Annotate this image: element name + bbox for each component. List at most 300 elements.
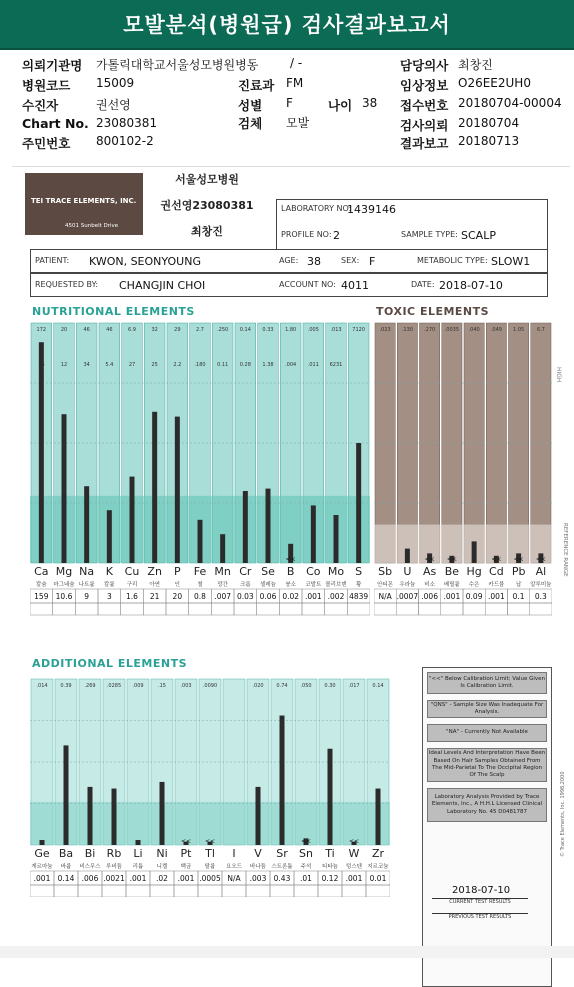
logo-address: 4501 Sunbelt Drive (65, 223, 119, 229)
profile-value: 2 (333, 229, 340, 242)
toxic-korean-name: 납 (515, 582, 522, 588)
lab-info-box (276, 199, 548, 255)
additional-previous-cell (270, 885, 294, 897)
nutritional-symbol: K (105, 565, 113, 578)
nutritional-previous-cell (234, 603, 257, 615)
nutritional-top-value: 7120 (352, 327, 366, 333)
additional-previous-cell (78, 885, 102, 897)
toxic-below-limit-mark: << (535, 556, 546, 563)
chart-value: 23080381 (96, 116, 158, 130)
nutritional-previous-cell (98, 603, 121, 615)
nutritional-result-value: 159 (34, 592, 49, 601)
legend-na: "NA" - Currently Not Available (427, 724, 547, 742)
toxic-korean-name: 카드뮴 (488, 582, 505, 588)
date-value: 2018-07-10 (439, 279, 503, 292)
nutritional-korean-name: 칼슘 (36, 582, 47, 588)
dept-label: 진료과 (238, 78, 275, 93)
additional-bar-zr (376, 789, 381, 845)
additional-bar-ba (64, 745, 69, 845)
page-footer-strip (0, 946, 574, 958)
additional-top-value: .020 (252, 683, 264, 689)
nutritional-symbol: Zn (147, 565, 162, 578)
specimen-value: 모발 (286, 116, 310, 130)
trace-elements-logo (25, 173, 143, 235)
nutritional-symbol: Mn (214, 565, 231, 578)
additional-korean-name: 백금 (180, 864, 192, 870)
doctor-value: 최창진 (458, 58, 493, 72)
toxic-result-value: .0007 (396, 592, 419, 601)
additional-top-value: .15 (158, 683, 166, 689)
current-results-label: CURRENT TEST RESULTS (432, 898, 528, 905)
additional-symbol: Rb (106, 847, 122, 860)
profile-label: PROFILE NO: (281, 230, 332, 239)
current-date: 2018-07-10 (452, 885, 511, 896)
additional-top-value: .0285 (106, 683, 122, 689)
additional-below-limit-mark: << (348, 838, 360, 845)
toxic-result-value: .006 (421, 592, 438, 601)
additional-top-value: .269 (84, 683, 96, 689)
toxic-reference-band (374, 525, 552, 563)
metabolic-label: METABOLIC TYPE: (417, 256, 488, 265)
sex-label: 성별 (238, 98, 263, 113)
nutritional-symbol: B (286, 565, 295, 578)
age-value: 38 (362, 96, 378, 110)
additional-result-value: .001 (33, 874, 51, 883)
toxic-symbol: Be (444, 565, 460, 578)
toxic-previous-cell (463, 603, 485, 615)
toxic-top-value: .270 (424, 327, 436, 333)
toxic-previous-cell (396, 603, 418, 615)
nutritional-top-value: .013 (330, 327, 342, 333)
nutritional-result-value: .001 (304, 592, 322, 601)
additional-chart (30, 669, 390, 897)
nutritional-korean-name: 셀레늄 (260, 582, 276, 588)
nutritional-previous-cell (30, 603, 53, 615)
toxic-symbol: Pb (511, 565, 526, 578)
account-label: ACCOUNT NO: (279, 280, 336, 289)
toxic-result-value: 0.09 (465, 592, 483, 601)
additional-symbol: Ge (34, 847, 50, 860)
additional-korean-name: 바륨 (60, 864, 72, 870)
additional-symbol: Li (133, 847, 143, 860)
additional-result-value: 0.01 (369, 874, 387, 883)
requested-row (30, 273, 548, 297)
additional-result-value: 0.43 (273, 874, 291, 883)
toxic-chart (374, 319, 552, 617)
nutritional-previous-cell (166, 603, 189, 615)
age-value-en: 38 (307, 255, 321, 268)
legend-below-limit: "<<" Below Calibration Limit; Value Given Is Calibration Limit. (427, 672, 547, 694)
nutritional-result-value: 0.06 (259, 592, 277, 601)
legend-lab-info: Laboratory Analysis Provided by Trace Elements, Inc., A H.H.L Licensed Clinical Laboratory No. 45 D0481787 (427, 788, 547, 822)
toxic-result-value: 0.3 (534, 592, 547, 601)
nutritional-korean-name: 망간 (217, 582, 228, 588)
nutritional-scale-value: 2.2 (173, 362, 182, 369)
nutritional-top-value: 32 (151, 327, 158, 333)
additional-previous-cell (222, 885, 246, 897)
additional-bar-v (256, 787, 261, 845)
additional-previous-cell (342, 885, 366, 897)
nutritional-bar-se (266, 489, 271, 563)
additional-symbol: Ni (156, 847, 168, 860)
nutritional-korean-name: 나트륨 (78, 582, 95, 588)
additional-symbol: Tl (205, 847, 215, 860)
additional-previous-cell (54, 885, 78, 897)
sex-label-en: SEX: (341, 256, 360, 265)
additional-result-value: 0.14 (57, 874, 75, 883)
nutritional-top-value: 29 (174, 327, 181, 333)
nutritional-symbol: Mg (55, 565, 73, 578)
high-label: HIGH (555, 367, 562, 383)
toxic-previous-cell (530, 603, 552, 615)
toxic-result-value: 0.1 (512, 592, 525, 601)
toxic-bar-u (405, 549, 410, 563)
additional-result-value: .006 (81, 874, 99, 883)
additional-korean-name: 게르마늄 (31, 864, 53, 870)
toxic-top-value: .040 (468, 327, 480, 333)
nutritional-previous-cell (302, 603, 325, 615)
nutritional-symbol: Cu (124, 565, 140, 578)
nutritional-result-value: 4839 (349, 592, 369, 601)
nutritional-symbol: Se (261, 565, 275, 578)
nutritional-result-value: 1.6 (126, 592, 138, 601)
sample-type-value: SCALP (461, 229, 496, 242)
nutritional-symbol: Mo (327, 565, 345, 578)
nutritional-bar-co (311, 505, 316, 563)
nutritional-scale-value: 0.11 (217, 362, 229, 369)
additional-previous-cell (102, 885, 126, 897)
sex-value: F (286, 96, 293, 110)
nutritional-result-value: 20 (172, 592, 183, 601)
additional-bar-bi (88, 787, 93, 845)
chart-label: Chart No. (22, 116, 89, 131)
nutritional-top-value: 20 (60, 327, 68, 333)
legend-panel (422, 667, 552, 987)
nutritional-symbol: Fe (193, 565, 207, 578)
nutritional-previous-cell (257, 603, 280, 615)
nutritional-bar-na (84, 486, 89, 563)
additional-symbol: Ba (58, 847, 74, 860)
nutritional-symbol: P (174, 565, 181, 578)
additional-korean-name: 탈륨 (204, 864, 216, 870)
nutritional-korean-name: 크롬 (240, 582, 251, 588)
toxic-below-limit-mark: << (446, 556, 457, 563)
additional-result-value: .001 (345, 874, 363, 883)
toxic-korean-name: 비소 (424, 582, 435, 588)
report-title: 모발분석(병원급) 검사결과보고서 (0, 0, 574, 50)
nutritional-result-value: 9 (84, 592, 90, 601)
additional-symbol: Ti (325, 847, 335, 860)
toxic-previous-cell (441, 603, 463, 615)
additional-result-value: 0.12 (321, 874, 339, 883)
nutritional-symbol: Cr (239, 565, 252, 578)
toxic-bar-hg (472, 541, 477, 563)
additional-top-value: .003 (180, 683, 192, 689)
additional-korean-name: 요오드 (226, 864, 242, 870)
nutritional-title: NUTRITIONAL ELEMENTS (32, 305, 195, 318)
nutritional-scale-value: 0.28 (239, 362, 251, 369)
patient-label-en: PATIENT: (35, 256, 70, 265)
toxic-symbol: Al (535, 565, 547, 578)
nutritional-scale-value: 27 (128, 362, 136, 369)
request-label: 검사의뢰 (400, 118, 449, 133)
nutritional-result-value: 10.6 (55, 592, 73, 601)
resident-value: 800102-2 (96, 134, 154, 148)
nutritional-korean-name: 아연 (149, 582, 160, 588)
nutritional-top-value: 1.80 (285, 327, 297, 333)
additional-top-value: .017 (348, 683, 360, 689)
additional-bar-ni (160, 782, 165, 845)
additional-top-value: .009 (132, 683, 144, 689)
previous-results-label: PREVIOUS TEST RESULTS (432, 913, 528, 920)
nutritional-korean-name: 인 (174, 582, 180, 588)
toxic-result-value: N/A (378, 592, 392, 601)
additional-symbol: Sr (276, 847, 288, 860)
nutritional-scale-value: .180 (194, 362, 206, 369)
institution-value: 가톨릭대학교서울성모병원병동 (96, 58, 259, 72)
additional-previous-cell (318, 885, 342, 897)
toxic-symbol: Hg (466, 565, 482, 578)
additional-svg (30, 669, 390, 897)
toxic-korean-name: 수은 (468, 582, 480, 588)
additional-korean-name: 비스무스 (79, 864, 101, 870)
nutritional-bar-s (356, 443, 361, 563)
nutritional-previous-cell (189, 603, 212, 615)
nutritional-korean-name: 구리 (126, 582, 138, 588)
additional-top-value: .0090 (202, 683, 218, 689)
toxic-svg (374, 319, 552, 617)
nutritional-previous-cell (347, 603, 370, 615)
hospital-code-label: 병원코드 (22, 78, 71, 93)
additional-korean-name: 바나듐 (250, 864, 266, 870)
additional-symbol: Pt (180, 847, 192, 860)
toxic-symbol: As (422, 565, 437, 578)
additional-result-value: .001 (177, 874, 195, 883)
additional-korean-name: 리튬 (132, 864, 144, 870)
nutritional-result-value: 0.03 (236, 592, 254, 601)
nutritional-below-limit-mark: << (285, 556, 296, 563)
additional-previous-cell (150, 885, 174, 897)
additional-top-value: .050 (300, 683, 312, 689)
additional-symbol: Zr (371, 847, 385, 860)
additional-korean-name: 루비듐 (106, 864, 122, 870)
nutritional-symbol: Co (306, 565, 321, 578)
nutritional-previous-cell (53, 603, 76, 615)
nutritional-korean-name: 코발트 (305, 582, 322, 588)
account-value: 4011 (341, 279, 369, 292)
nutritional-bar-cr (243, 491, 248, 563)
nutritional-top-value: .005 (307, 327, 319, 333)
toxic-result-value: .001 (443, 592, 461, 601)
toxic-previous-cell (485, 603, 507, 615)
copyright: © Trace Elements, Inc. 1998,2000 (560, 771, 566, 857)
nutritional-top-value: 6.9 (128, 327, 136, 333)
lab-no-value: 1439146 (347, 203, 396, 216)
sex-value-en: F (369, 255, 376, 268)
clinical-label: 임상정보 (400, 78, 449, 93)
toxic-title: TOXIC ELEMENTS (376, 305, 490, 318)
additional-symbol: W (348, 847, 360, 860)
toxic-top-value: .130 (401, 327, 413, 333)
sample-type-label: SAMPLE TYPE: (401, 230, 458, 239)
nutritional-result-value: 0.02 (282, 592, 300, 601)
specimen-label: 검체 (238, 116, 263, 131)
toxic-symbol: U (403, 565, 412, 578)
toxic-below-limit-mark: << (491, 556, 502, 563)
nutritional-scale-value: 12 (60, 362, 68, 369)
nutritional-symbol: Ca (34, 565, 49, 578)
additional-top-value: 0.74 (276, 683, 288, 689)
accession-label: 접수번호 (400, 98, 449, 113)
legend-qns: "QNS" - Sample Size Was Inadequate For Analysis. (427, 700, 547, 718)
nutritional-bar-ca (39, 342, 44, 563)
nutritional-korean-name: 철 (197, 582, 203, 588)
additional-bar-ge (40, 840, 45, 845)
nutritional-top-value: 46 (83, 327, 90, 333)
nutritional-bar-zn (152, 412, 157, 563)
additional-previous-cell (294, 885, 318, 897)
nutritional-previous-cell (325, 603, 348, 615)
nutritional-top-value: 2.7 (196, 327, 204, 333)
resident-label: 주민번호 (22, 136, 71, 151)
toxic-below-limit-mark: << (513, 556, 524, 563)
nutritional-bar-mo (334, 515, 339, 563)
toxic-korean-name: 알루미늄 (530, 582, 552, 588)
additional-symbol: V (254, 847, 262, 860)
nutritional-korean-name: 마그네슘 (53, 582, 75, 588)
nutritional-top-value: 46 (106, 327, 113, 333)
additional-result-value: .02 (156, 874, 168, 883)
additional-below-limit-mark: << (204, 838, 216, 845)
nutritional-symbol: Na (79, 565, 95, 578)
additional-bar-rb (112, 789, 117, 845)
toxic-top-value: .023 (379, 327, 391, 333)
logo-text: TEI TRACE ELEMENTS, INC. (31, 197, 137, 205)
nutritional-bar-mg (62, 414, 67, 563)
nutritional-scale-value: 34 (83, 362, 90, 369)
hair-analysis-report (12, 166, 570, 953)
stamp-hospital: 서울성모병원 (175, 173, 239, 186)
additional-symbol: Sn (299, 847, 313, 860)
lab-no-label: LABORATORY NO: (281, 204, 352, 213)
additional-previous-cell (30, 885, 54, 897)
patient-value-en: KWON, SEONYOUNG (89, 255, 201, 268)
nutritional-korean-name: 몰리브덴 (325, 582, 347, 588)
additional-korean-name: 니켈 (156, 864, 168, 870)
nutritional-result-value: .002 (327, 592, 345, 601)
nutritional-top-value: 172 (36, 327, 47, 333)
additional-result-value: .0021 (103, 874, 125, 883)
nutritional-scale-value: 1.38 (262, 362, 274, 369)
nutritional-svg (30, 319, 370, 617)
nutritional-chart (30, 319, 370, 617)
report-date-value: 20180713 (458, 134, 520, 148)
additional-previous-cell (366, 885, 390, 897)
nutritional-scale-value: 5.4 (105, 362, 114, 369)
dept-value: FM (286, 76, 304, 90)
requested-label: REQUESTED BY: (35, 280, 99, 289)
nutritional-scale-value: 6231 (329, 362, 343, 369)
nutritional-top-value: 0.33 (262, 327, 274, 333)
toxic-below-limit-mark: << (424, 556, 435, 563)
nutritional-previous-cell (143, 603, 166, 615)
ward-value: / - (290, 56, 303, 70)
additional-top-value: .014 (36, 683, 48, 689)
additional-symbol: I (232, 847, 236, 860)
age-label-en: AGE: (279, 256, 299, 265)
nutritional-bar-p (175, 417, 180, 563)
toxic-result-value: .001 (488, 592, 505, 601)
additional-symbol: Bi (84, 847, 96, 860)
additional-result-value: .001 (129, 874, 147, 883)
institution-label: 의뢰기관명 (22, 58, 83, 73)
additional-below-limit-mark: << (300, 838, 312, 845)
patient-value: 권선영 (96, 98, 131, 112)
additional-result-value: .01 (300, 874, 312, 883)
toxic-korean-name: 안티몬 (377, 582, 394, 588)
toxic-symbol: Sb (378, 565, 393, 578)
additional-previous-cell (126, 885, 150, 897)
additional-korean-name: 지르코늄 (367, 864, 389, 870)
toxic-previous-cell (374, 603, 396, 615)
report-date-label: 결과보고 (400, 136, 449, 151)
additional-previous-cell (246, 885, 270, 897)
stamp-patient: 권선영23080381 (160, 199, 254, 212)
additional-korean-name: 티타늄 (322, 864, 338, 870)
nutritional-previous-cell (279, 603, 302, 615)
nutritional-result-value: 3 (106, 592, 112, 601)
nutritional-korean-name: 황 (356, 582, 362, 588)
clinical-value: O26EE2UH0 (458, 76, 531, 90)
toxic-top-value: .049 (490, 327, 502, 333)
request-value: 20180704 (458, 116, 520, 130)
stamp-doctor: 최창진 (191, 225, 223, 238)
additional-previous-cell (198, 885, 222, 897)
legend-ideal-levels: Ideal Levels And Interpretation Have Been Based On Hair Samples Obtained From The Mid-Parietal To The Occipital Region Of The Scalp (427, 748, 547, 782)
additional-result-value: N/A (227, 874, 241, 883)
patient-header (0, 50, 574, 152)
additional-korean-name: 텅스텐 (346, 864, 362, 870)
additional-top-value: 0.14 (372, 683, 384, 689)
additional-bar-ti (328, 749, 333, 845)
nutritional-result-value: 0.8 (194, 592, 206, 601)
nutritional-bar-mn (220, 534, 225, 563)
additional-top-value: 0.30 (324, 683, 336, 689)
toxic-top-value: 6.7 (536, 327, 545, 333)
toxic-top-value: .0035 (444, 327, 460, 333)
toxic-korean-name: 우라늄 (399, 582, 416, 588)
toxic-previous-cell (419, 603, 441, 615)
requested-value: CHANGJIN CHOI (119, 279, 206, 292)
nutritional-result-value: 21 (149, 592, 160, 601)
nutritional-scale-value: .004 (285, 362, 297, 369)
nutritional-top-value: 0.14 (239, 327, 251, 333)
additional-result-value: .003 (249, 874, 267, 883)
nutritional-korean-name: 붕소 (285, 582, 296, 588)
patient-label: 수진자 (22, 98, 59, 113)
toxic-symbol: Cd (489, 565, 504, 578)
nutritional-symbol: S (355, 565, 363, 578)
toxic-korean-name: 베릴륨 (443, 582, 460, 588)
nutritional-previous-cell (211, 603, 234, 615)
doctor-label: 담당의사 (400, 58, 449, 73)
nutritional-previous-cell (121, 603, 144, 615)
additional-result-value: .0005 (199, 874, 221, 883)
additional-korean-name: 스트론튬 (271, 864, 293, 870)
additional-previous-cell (174, 885, 198, 897)
additional-title: ADDITIONAL ELEMENTS (32, 657, 188, 670)
nutritional-bar-fe (198, 520, 203, 563)
